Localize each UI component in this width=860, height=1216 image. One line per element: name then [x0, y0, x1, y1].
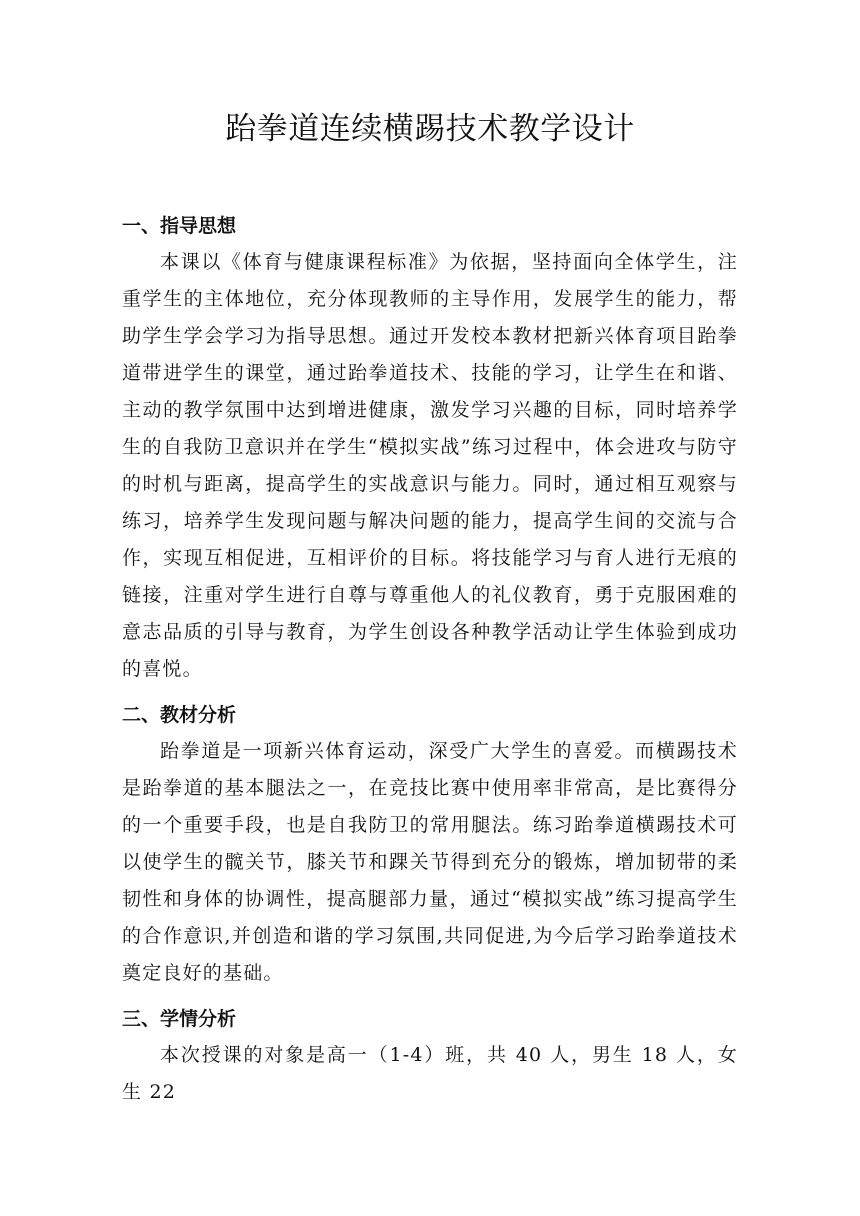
section-guiding-ideology — [122, 208, 738, 688]
section-paragraph: 本课以《体育与健康课程标准》为依据，坚持面向全体学生，注重学生的主体地位，充分体现教师的主导作用，发展学生的能力，帮助学生学会学习为指导思想。通过开发校本教材把新兴体育项目跆拳道带进学生的课堂，通过跆拳道技术、技能的学习，让学生在和谐、主动的教学氛围中达到增进健康，激发学习兴趣的目标，同时培养学生的自我防卫意识并在学生“模拟实战”练习过程中，体会进攻与防守的时机与距离，提高学生的实战意识与能力。同时，通过相互观察与练习，培养学生发现问题与解决问题的能力，提高学生间的交流与合作，实现互相促进，互相评价的目标。将技能学习与育人进行无痕的链接，注重对学生进行自尊与尊重他人的礼仪教育，勇于克服困难的意志品质的引导与教育，为学生创设各种教学活动让学生体验到成功的喜悦。 — [122, 251, 738, 680]
section-paragraph: 本次授课的对象是高一（1-4）班，共 40 人，男生 18 人，女生 22 — [122, 1044, 738, 1103]
section-material-analysis — [122, 697, 738, 992]
section-paragraph: 跆拳道是一项新兴体育运动，深受广大学生的喜爱。而横踢技术是跆拳道的基本腿法之一，在竞技比赛中使用率非常高，是比赛得分的一个重要手段，也是自我防卫的常用腿法。练习跆拳道横踢技术可以使学生的髋关节，膝关节和踝关节得到充分的锻炼，增加韧带的柔韧性和身体的协调性，提高腿部力量，通过“模拟实战”练习提高学生的合作意识,并创造和谐的学习氛围,共同促进,为今后学习跆拳道技术奠定良好的基础。 — [122, 740, 738, 984]
section-heading: 二、教材分析 — [122, 704, 237, 726]
section-student-analysis — [122, 1001, 738, 1111]
section-heading: 三、学情分析 — [122, 1008, 237, 1030]
document-title: 跆拳道连续横踢技术教学设计 — [225, 111, 635, 147]
section-heading: 一、指导思想 — [122, 215, 237, 237]
